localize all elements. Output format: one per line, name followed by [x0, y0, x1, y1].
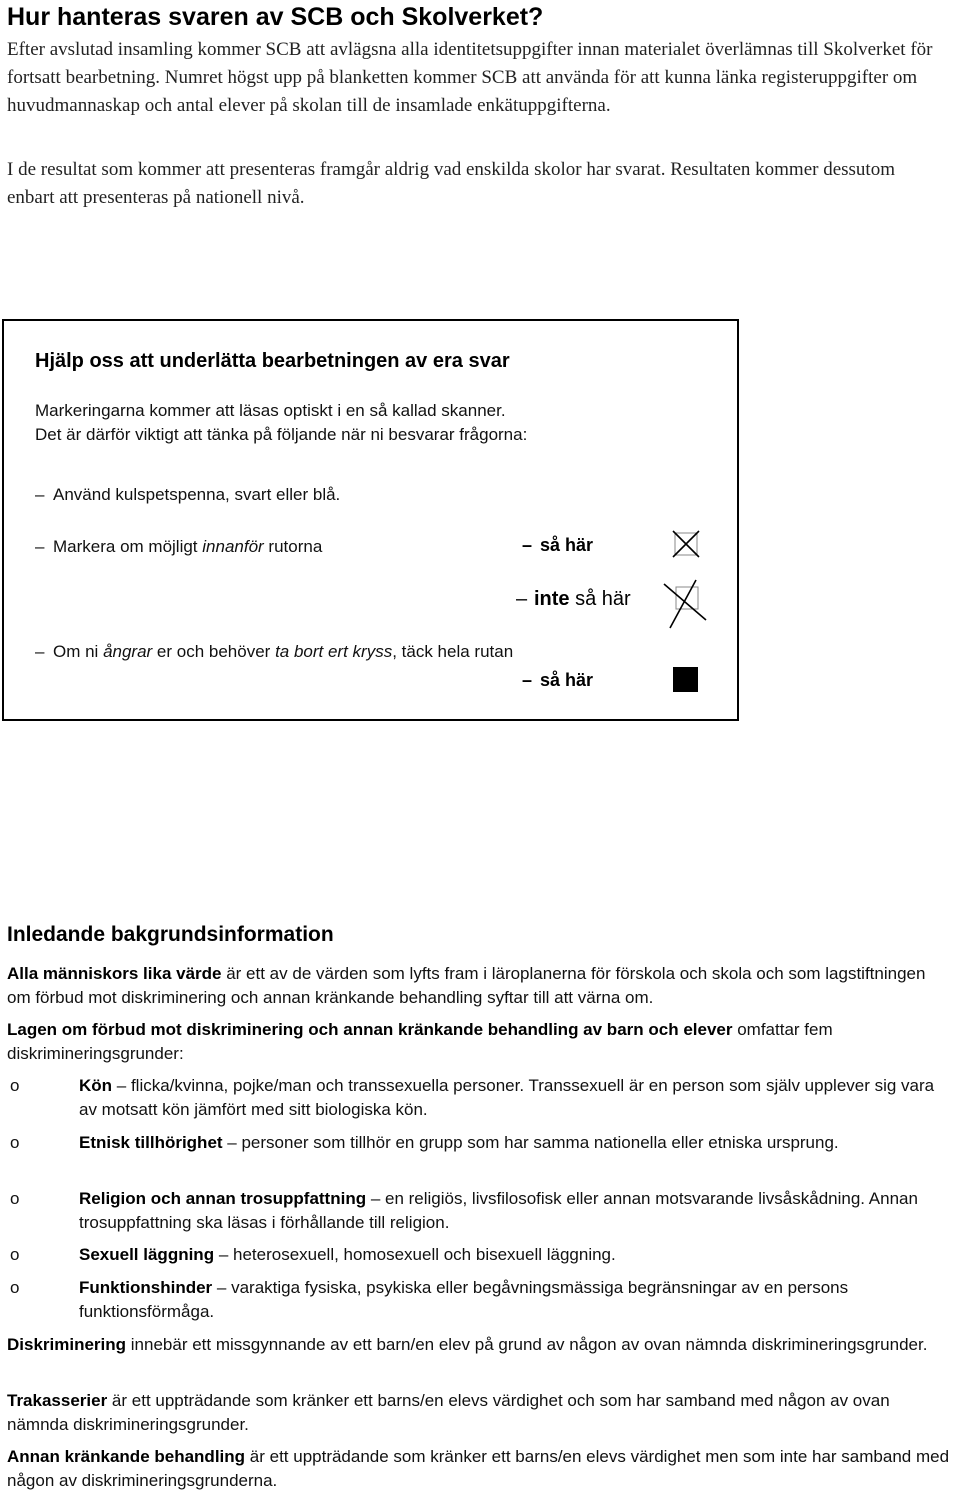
paragraph-definition: Diskriminering innebär ett missgynnande av ett barn/en elev på grund av någon av ovan nämnda diskrimineringsgrunder.	[7, 1335, 928, 1354]
paragraph-equal-value: Alla människors lika värde är ett av de värden som lyfts fram i läroplanerna för förskola och skola och som lagstiftningen om förbud mot diskriminering och annan kränkande behandling syftar till att värna om.	[7, 964, 926, 1007]
correct-mark-checkbox-icon	[672, 530, 700, 558]
instruction-line: Markeringarna kommer att läsas optiskt i en så kallad skanner.	[35, 401, 506, 420]
bullet-marker: o	[10, 1133, 20, 1152]
dash: –	[35, 485, 45, 504]
correct-example-label: – så här	[522, 535, 594, 555]
dash: –	[35, 537, 45, 556]
bullet-marker: o	[10, 1278, 20, 1297]
wrong-mark-checkbox-icon	[662, 578, 708, 630]
instruction-line: Det är därför viktigt att tänka på följande när ni besvarar frågorna:	[35, 425, 528, 444]
instruction-item-mark-inside: – Markera om möjligt innanför rutorna	[35, 535, 322, 559]
bullet-marker: o	[10, 1189, 20, 1208]
instruction-item-pen: – Använd kulspetspenna, svart eller blå.	[35, 483, 340, 507]
paragraph-law: Lagen om förbud mot diskriminering och annan kränkande behandling av barn och elever omfattar fem diskrimineringsgrunder:	[7, 1020, 833, 1063]
instruction-box-title: Hjälp oss att underlätta bearbetningen av era svar	[35, 350, 510, 372]
paragraph-definition: Annan kränkande behandling är ett uppträdande som kränker ett barns/en elevs värdighet men som inte har samband med någon av diskrimineringsgrunderna.	[7, 1447, 950, 1490]
dash: –	[35, 642, 45, 661]
intro-paragraph: I de resultat som kommer att presenteras framgår aldrig vad enskilda skolor har svarat. Resultaten kommer dessutom enbart att presenteras på nationell nivå.	[7, 159, 895, 208]
instruction-item-undo: – Om ni ångrar er och behöver ta bort ert kryss, täck hela rutan	[35, 640, 513, 664]
section-title: Inledande bakgrundsinformation	[7, 923, 334, 946]
intro-paragraph: Efter avslutad insamling kommer SCB att avlägsna alla identitetsuppgifter innan materialet överlämnas till Skolverket för fortsatt bearbetning. Numret högst upp på blanketten kommer SCB att använda för att kunna länka registeruppgifter om huvudmannaskap och antal elever på skolan till de insamlade enkätuppgifterna.	[7, 39, 933, 116]
bullet-marker: o	[10, 1245, 20, 1264]
paragraph-definition: Trakasserier är ett uppträdande som kränker ett barns/en elevs värdighet och som har samband med någon av ovan nämnda diskrimineringsgrunder.	[7, 1391, 890, 1434]
filled-example-label: – så här	[522, 670, 594, 690]
filled-checkbox-icon	[673, 667, 698, 692]
page-title: Hur hanteras svaren av SCB och Skolverket?	[7, 3, 544, 31]
bullet-marker: o	[10, 1076, 20, 1095]
wrong-example-label: – inte så här	[516, 588, 631, 610]
